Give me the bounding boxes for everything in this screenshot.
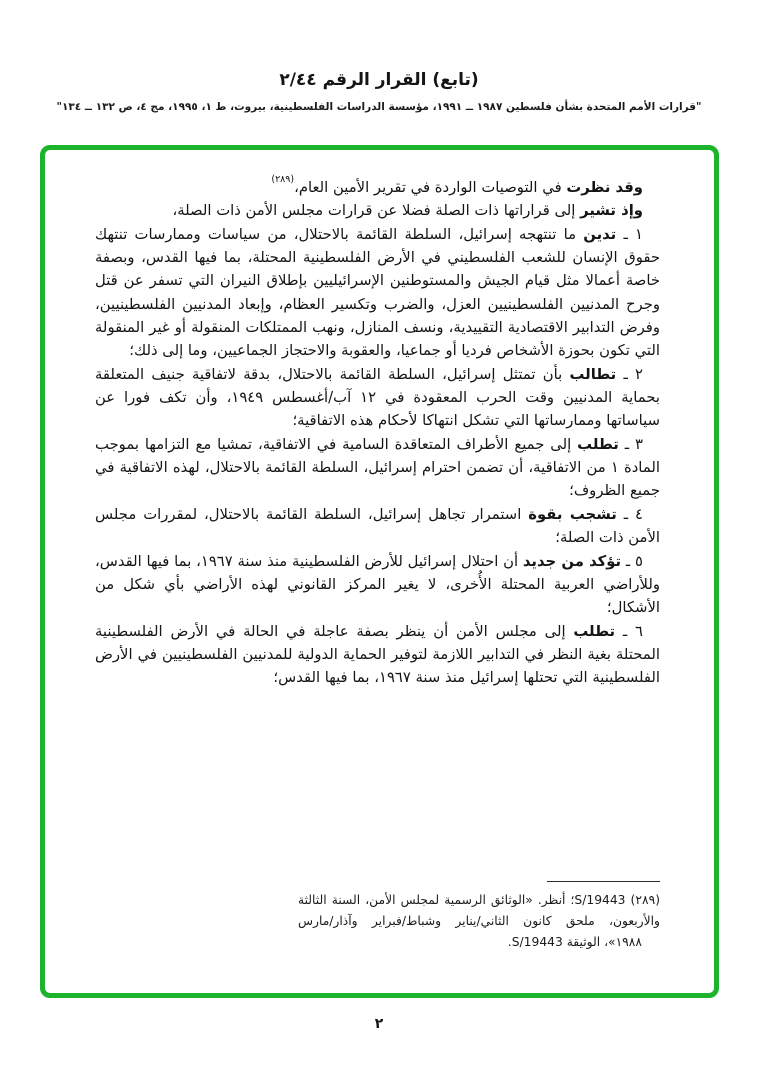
footnote-line: والأربعون، ملحق كانون الثاني/يناير وشباط/فبراير وآذار/مارس [298, 914, 660, 928]
paragraph-number: ٢ ـ [616, 365, 643, 383]
page-title: (تابع) القرار الرقم ٢/٤٤ [279, 70, 479, 90]
paragraph-text: في التوصيات الواردة في تقرير الأمين العام، [294, 179, 567, 196]
paragraph-number: ٥ ـ [621, 552, 643, 570]
footnote-line: (٢٨٩) S/19443؛ أنظر. «الوثائق الرسمية لمجلس الأمن، السنة الثالثة [298, 893, 660, 907]
page-number: ٢ [374, 1016, 384, 1032]
paragraph-text: إلى قراراتها ذات الصلة فضلا عن قرارات مجلس الأمن ذات الصلة، [172, 202, 581, 220]
operative-paragraph-1 [95, 223, 660, 363]
preamble-paragraph [95, 173, 660, 199]
paragraph-number: ١ ـ [616, 225, 643, 243]
paragraph-number: ٤ ـ [616, 505, 643, 523]
operative-paragraph-5 [95, 550, 660, 620]
footnote-separator [547, 881, 660, 882]
paragraph-text: ما تنتهجه إسرائيل، السلطة القائمة بالاحتلال، من سياسات وممارسات تنتهك حقوق الإنسان للشعب الفلسطيني في الأرض الفلسطينية المحتلة، بما فيها القدس، وبصفة خاصة أعمالا مثل قيام الجيش والمستوطنين الإسرائيليين بإطلاق النيران التي تسفر عن قتل وجرح المدنيين الفلسطينيين العزل، والضرب وتكسير العظام، وإبعاد المدنيين الفلسطينيين، وفرض التدابير الاقتصادية التقييدية، ونسف المنازل، ونهب الممتلكات المنقولة أو غير المنقولة التي تكون بحوزة الأشخاص فرديا أو جماعيا، والعقوبة والاحتجاز الجماعيين، وما إلى ذلك؛ [95, 225, 660, 360]
operative-paragraph-3 [95, 433, 660, 503]
paragraph-lead: تؤكد من جديد [522, 552, 622, 570]
paragraph-number: ٦ ـ [615, 622, 643, 640]
paragraph-text: إلى جميع الأطراف المتعاقدة السامية في الاتفاقية، تمشيا مع التزامها بموجب المادة ١ من الاتفاقية، أن تضمن احترام إسرائيل، السلطة القائمة بالاحتلال، لهذه الاتفاقية في جميع الظروف؛ [95, 435, 660, 500]
paragraph-lead: تطالب [569, 365, 617, 383]
footnote-ref-marker: (٢٨٩) [271, 173, 295, 185]
resolution-body [95, 173, 660, 690]
paragraph-lead: تدين [583, 225, 617, 243]
paragraph-text: أن احتلال إسرائيل للأرض الفلسطينية منذ سنة ١٩٦٧، بما فيها القدس، وللأراضي العربية المحتلة الأُخرى، لا يغير المركز القانوني لهذه الأراضي بأي شكل من الأشكال؛ [95, 552, 660, 617]
green-border-frame [40, 145, 719, 998]
source-citation-line: "قرارات الأمم المتحدة بشأن فلسطين ١٩٨٧ ــ ١٩٩١، مؤسسة الدراسات الفلسطينية، بيروت، ط ١، ١٩٩٥، مج ٤، ص ١٣٢ ــ ١٣٤" [56, 101, 702, 113]
footnote-line: ١٩٨٨»، الوثيقة S/19443. [507, 935, 642, 949]
paragraph-lead: تشجب بقوة [528, 505, 617, 523]
paragraph-lead: تطلب [577, 435, 619, 453]
paragraph-lead: تطلب [573, 622, 616, 640]
paragraph-lead: وإذ تشير [580, 202, 643, 220]
paragraph-number: ٣ ـ [618, 435, 643, 453]
operative-paragraph-6 [95, 620, 660, 690]
preamble-paragraph [95, 199, 660, 222]
footnote-block [298, 881, 660, 953]
paragraph-text: استمرار تجاهل إسرائيل، السلطة القائمة بالاحتلال، لمقررات مجلس الأمن ذات الصلة؛ [95, 505, 660, 547]
operative-paragraph-2 [95, 363, 660, 433]
paragraph-text: بأن تمتثل إسرائيل، السلطة القائمة بالاحتلال، بدقة لاتفاقية جنيف المتعلقة بحماية المدنيين وقت الحرب المعقودة في ١٢ آب/أغسطس ١٩٤٩، وأن تكف فورا عن سياساتها وممارساتها التي تشكل انتهاكا لأحكام هذه الاتفاقية؛ [95, 365, 660, 430]
paragraph-text: إلى مجلس الأمن أن ينظر بصفة عاجلة في الحالة في الأرض الفلسطينية المحتلة بغية النظر في التدابير اللازمة لتوفير الحماية الدولية للمدنيين الفلسطينيين في الأرض الفلسطينية التي تحتلها إسرائيل منذ سنة ١٩٦٧، بما فيها القدس؛ [95, 622, 660, 687]
operative-paragraph-4 [95, 503, 660, 550]
paragraph-lead: وقد نظرت [566, 179, 643, 196]
